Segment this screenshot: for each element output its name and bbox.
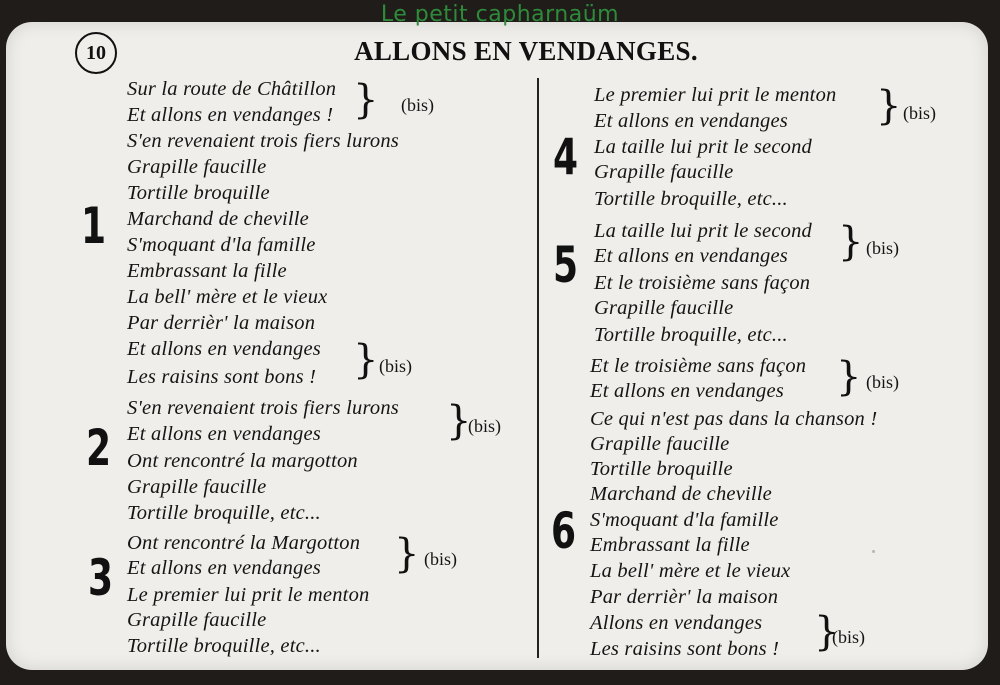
refrain-brace: } (394, 531, 420, 577)
verse-2-line: S'en revenaient trois fiers lurons (127, 397, 399, 419)
verse-3-line: Grapille faucille (127, 609, 267, 631)
verse-4-line: La taille lui prit le second (594, 136, 812, 158)
refrain-bis-label: (bis) (401, 95, 434, 115)
verse-6-line: Marchand de cheville (590, 483, 772, 505)
verse-6-line: La bell' mère et le vieux (590, 560, 791, 582)
verse-1-line: Tortille broquille (127, 182, 270, 204)
verse-1-line: Et allons en vendanges ! (127, 104, 334, 126)
verse-6-line: Par derrièr' la maison (590, 586, 779, 608)
verse-1-line: La bell' mère et le vieux (127, 286, 328, 308)
song-card (6, 22, 988, 670)
verse-1-line: Marchand de cheville (127, 208, 309, 230)
verse-4-line: Le premier lui prit le menton (594, 84, 837, 106)
verse-6-line: Embrassant la fille (590, 534, 750, 556)
verse-number-4: 4 (553, 128, 579, 186)
verse-5-line: Tortille broquille, etc... (594, 324, 788, 346)
verse-3-line: Le premier lui prit le menton (127, 584, 370, 606)
refrain-bis-label: (bis) (866, 238, 899, 258)
verse-1-line: Sur la route de Châtillon (127, 78, 337, 100)
song-title: ALLONS EN VENDANGES. (354, 36, 698, 66)
refrain-bis-label: (bis) (866, 372, 899, 392)
refrain-brace: } (446, 398, 472, 444)
verse-1-line: S'en revenaient trois fiers lurons (127, 130, 399, 152)
verse-1-line: Embrassant la fille (127, 260, 287, 282)
refrain-brace: } (353, 77, 379, 123)
verse-5-line: La taille lui prit le second (594, 220, 812, 242)
verse-4-line: Grapille faucille (594, 161, 734, 183)
verse-5-line: Et le troisième sans façon (594, 272, 811, 294)
verse-number-2: 2 (86, 419, 112, 477)
verse-3-line: Ont rencontré la Margotton (127, 532, 361, 554)
verse-1-line: Par derrièr' la maison (127, 312, 316, 334)
verse-3-line: Et allons en vendanges (127, 557, 321, 579)
verse-2-line: Tortille broquille, etc... (127, 502, 321, 524)
verse-6-line: S'moquant d'la famille (590, 509, 779, 531)
verse-number-3: 3 (88, 549, 114, 607)
refrain-brace: } (876, 83, 902, 129)
verse-2-line: Ont rencontré la margotton (127, 450, 358, 472)
verse-6-line: Et le troisième sans façon (590, 355, 807, 377)
verse-6-line: Et allons en vendanges (590, 380, 784, 402)
verse-1-line: Grapille faucille (127, 156, 267, 178)
card-number-badge: 10 (75, 32, 117, 74)
watermark-text: Le petit capharnaüm (380, 2, 620, 27)
verse-6-line: Ce qui n'est pas dans la chanson ! (590, 408, 878, 430)
refrain-bis-label: (bis) (379, 356, 412, 376)
verse-1-line: Et allons en vendanges (127, 338, 321, 360)
verse-number-5: 5 (553, 236, 579, 294)
refrain-bis-label: (bis) (468, 416, 501, 436)
column-divider (537, 78, 539, 658)
verse-5-line: Et allons en vendanges (594, 245, 788, 267)
verse-3-line: Tortille broquille, etc... (127, 635, 321, 657)
refrain-brace: } (353, 337, 379, 383)
verse-4-line: Et allons en vendanges (594, 110, 788, 132)
verse-6-line: Grapille faucille (590, 433, 730, 455)
refrain-brace: } (836, 354, 862, 400)
refrain-brace: } (814, 609, 840, 655)
verse-6-line: Les raisins sont bons ! (590, 638, 780, 660)
verse-6-line: Allons en vendanges (590, 612, 763, 634)
verse-number-6: 6 (551, 502, 577, 560)
verse-2-line: Et allons en vendanges (127, 423, 321, 445)
verse-4-line: Tortille broquille, etc... (594, 188, 788, 210)
refrain-brace: } (838, 219, 864, 265)
verse-6-line: Tortille broquille (590, 458, 733, 480)
verse-1-line: Les raisins sont bons ! (127, 366, 317, 388)
refrain-bis-label: (bis) (832, 627, 865, 647)
refrain-bis-label: (bis) (424, 549, 457, 569)
verse-2-line: Grapille faucille (127, 476, 267, 498)
refrain-bis-label: (bis) (903, 103, 936, 123)
card-speck (872, 550, 875, 553)
verse-number-1: 1 (81, 197, 107, 255)
verse-1-line: S'moquant d'la famille (127, 234, 316, 256)
verse-5-line: Grapille faucille (594, 297, 734, 319)
